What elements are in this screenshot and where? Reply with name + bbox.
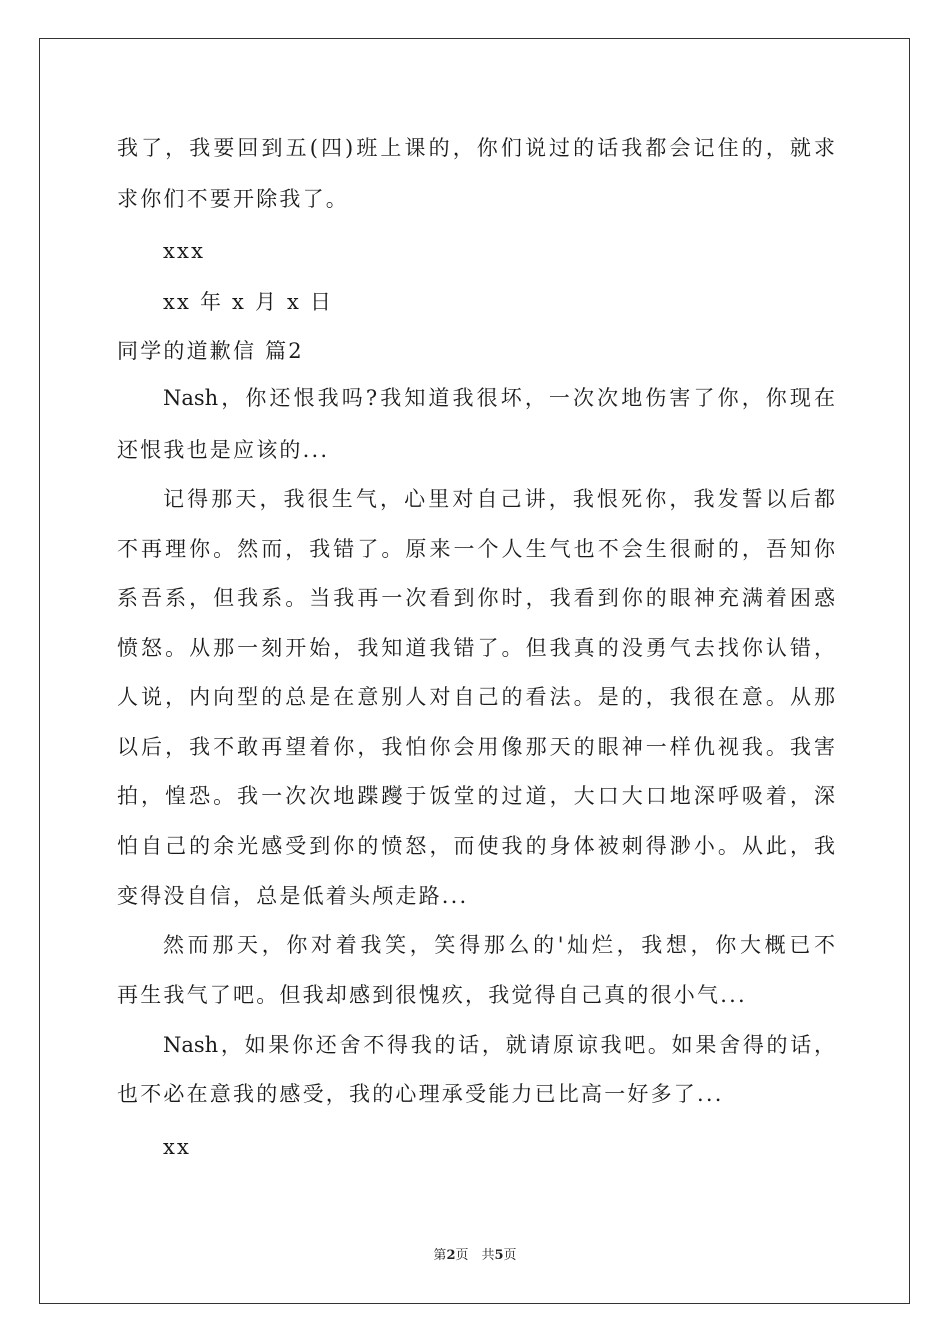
letter-line: 愤怒。从那一刻开始，我知道我错了。但我真的没勇气去找你认错， [117,636,835,660]
total-page-count: 5 [494,1248,504,1263]
letter-line: 系吾系，但我系。当我再一次看到你时，我看到你的眼神充满着困惑 [117,586,835,610]
current-page-number: 2 [446,1248,456,1263]
letter-line: 然而那天，你对着我笑，笑得那么的'灿烂，我想，你大概已不 [163,933,835,957]
page-prefix: 第 [433,1248,447,1263]
letter-line: 求你们不要开除我了。 [117,187,349,211]
letter-line: Nash，你还恨我吗?我知道我很坏，一次次地伤害了你，你现在 [163,386,835,410]
signature: xxx [163,239,206,263]
letter-line: 人说，内向型的总是在意别人对自己的看法。是的，我很在意。从那 [117,685,835,709]
letter-line: 记得那天，我很生气，心里对自己讲，我恨死你，我发誓以后都 [163,487,835,511]
page-suffix: 页 [503,1248,517,1263]
letter-line: 再生我气了吧。但我却感到很愧疚，我觉得自己真的很小气... [117,983,747,1007]
section-heading: 同学的道歉信 篇2 [117,339,304,363]
page-border [39,38,910,1304]
signature: xx [163,1135,192,1159]
letter-line: 怕自己的余光感受到你的愤怒，而使我的身体被刺得渺小。从此，我 [117,834,835,858]
letter-line: 我了，我要回到五(四)班上课的，你们说过的话我都会记住的，就求 [117,136,835,160]
letter-line: 还恨我也是应该的... [117,438,330,462]
letter-line: 以后，我不敢再望着你，我怕你会用像那天的眼神一样仇视我。我害 [117,735,835,759]
letter-line: Nash，如果你还舍不得我的话，就请原谅我吧。如果舍得的话， [163,1033,835,1057]
page-footer [0,1247,950,1265]
letter-line: 拍，惶恐。我一次次地蹀躞于饭堂的过道，大口大口地深呼吸着，深 [117,784,835,808]
letter-line: 不再理你。然而，我错了。原来一个人生气也不会生很耐的，吾知你 [117,537,835,561]
letter-date: xx 年 x 月 x 日 [163,290,334,314]
letter-line: 变得没自信，总是低着头颅走路... [117,884,469,908]
page-mid: 页 共 [455,1248,495,1263]
letter-line: 也不必在意我的感受，我的心理承受能力已比高一好多了... [117,1082,724,1106]
